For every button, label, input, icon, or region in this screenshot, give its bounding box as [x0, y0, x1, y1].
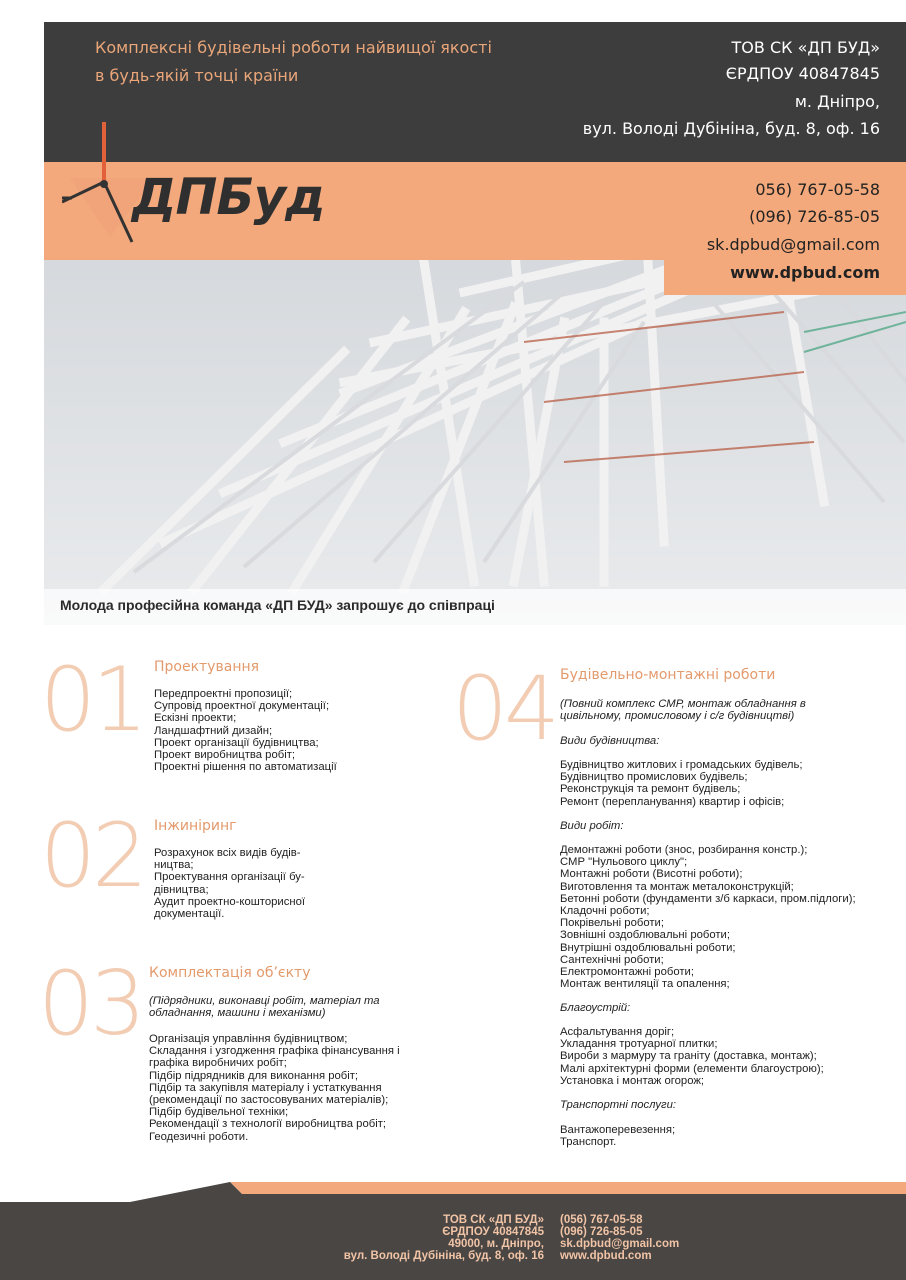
service-note-procurement [149, 995, 380, 1019]
service-title-procurement: Комплектація об’єкту [149, 965, 311, 981]
list-item: Транспорт. [560, 1136, 617, 1149]
list-item: Складання і узгодження графіка фінансування і [149, 1045, 400, 1058]
list-item: Реконструкція та ремонт будівель; [560, 783, 741, 796]
service-title-engineering: Інжиніринг [154, 818, 237, 834]
list-item: Аудит проектно-кошторисної [154, 895, 306, 908]
tagline-line-2: в будь-якій точці країни [95, 66, 299, 85]
list-item: Рекомендації з технології виробництва робіт; [149, 1118, 387, 1131]
list-item: Вантажоперевезення; [560, 1124, 676, 1136]
list-item: Вироби з мармуру та граніту (доставка, монтаж); [560, 1050, 817, 1063]
list-item: (рекомендації по застосовуваних матеріалів); [149, 1094, 389, 1107]
group-heading-landscaping: Благоустрій: [560, 1002, 631, 1014]
list-item: Підбір підрядників для виконання робіт; [149, 1069, 359, 1082]
list-item: Організація управління будівництвом; [149, 1033, 348, 1045]
list-item: Асфальтування доріг; [560, 1026, 675, 1038]
group-heading-work-types: Види робіт: [560, 820, 624, 832]
list-item: Внутрішні оздоблювальні роботи; [560, 941, 736, 954]
tagline-line-1: Комплексні будівельні роботи найвищої якості [95, 38, 492, 57]
footer-phone-1[interactable]: (056) 767-05-58 [560, 1214, 643, 1226]
group-heading-building-types: Види будівництва: [560, 735, 660, 747]
list-item: Покрівельні роботи; [560, 917, 664, 930]
list-item: Зовнішні оздоблювальні роботи; [560, 929, 731, 942]
list-item: СМР "Нульового циклу"; [560, 856, 688, 869]
list-item: Геодезичні роботи. [149, 1130, 249, 1143]
company-logo [62, 122, 325, 257]
group-list-transport [560, 1124, 675, 1148]
list-item: Установка і монтаж огорож; [560, 1074, 705, 1087]
list-item: дівництва; [154, 883, 209, 896]
list-item: документації. [154, 908, 225, 921]
note-line: обладнання, машини і механізми) [149, 1007, 326, 1020]
slogan-bar [44, 589, 906, 625]
website-link[interactable]: www.dpbud.com [730, 263, 880, 282]
company-name: ТОВ СК «ДП БУД» [731, 38, 880, 57]
note-line: (Підрядники, виконавці робіт, матеріал та [149, 995, 380, 1007]
list-item: Бетонні роботи (фундаменти з/б каркаси, пром.підлоги); [560, 892, 856, 905]
service-number-04: 04 [452, 657, 556, 760]
group-heading-transport: Транспортні послуги: [560, 1099, 677, 1111]
header-banner [44, 22, 906, 625]
phone-1[interactable]: 056) 767-05-58 [755, 180, 880, 199]
list-item: Підбір та закупівля матеріалу і устаткування [149, 1081, 382, 1094]
list-item: Ремонт (перепланування) квартир і офісів; [560, 795, 785, 808]
service-list-engineering [154, 847, 305, 920]
service-title-construction: Будівельно-монтажні роботи [560, 667, 776, 683]
list-item: Проектування організації бу- [154, 871, 305, 884]
company-code: ЄРДПОУ 40847845 [725, 64, 880, 83]
list-item: Виготовлення та монтаж металоконструкцій; [560, 880, 794, 893]
footer-company-city: 49000, м. Дніпро, [448, 1238, 544, 1250]
list-item: Підбір будівельної техніки; [149, 1106, 289, 1119]
company-city: м. Дніпро, [794, 92, 880, 111]
list-item: Ландшафтний дизайн; [154, 724, 273, 737]
footer-website[interactable]: www.dpbud.com [560, 1250, 652, 1262]
note-line: цивільному, промисловому і с/г будівництві) [560, 710, 795, 723]
list-item: Супровід проектної документації; [154, 700, 330, 713]
service-number-03: 03 [38, 952, 142, 1055]
slogan-text: Молода професійна команда «ДП БУД» запрошує до співпраці [60, 597, 495, 613]
list-item: Монтажні роботи (Висотні роботи); [560, 868, 743, 881]
list-item: Будівництво промислових будівель; [560, 771, 748, 784]
list-item: Будівництво житлових і громадських будівель; [560, 759, 803, 771]
list-item: ництва; [154, 859, 194, 872]
group-list-building-types [560, 759, 802, 808]
list-item: Укладання тротуарної плитки; [560, 1038, 718, 1051]
footer-company-code: ЄРДПОУ 40847845 [442, 1226, 544, 1238]
group-list-work-types [560, 844, 856, 990]
list-item: Проектні рішення по автоматизації [154, 761, 337, 774]
logo-text: ДПБуд [132, 168, 325, 226]
list-item: Проект виробництва робіт; [154, 749, 296, 762]
list-item: Ескізні проекти; [154, 712, 237, 725]
footer-company-name: ТОВ СК «ДП БУД» [443, 1214, 544, 1226]
service-title-design: Проектування [154, 659, 260, 675]
service-list-design [154, 688, 337, 773]
service-note-construction [560, 698, 806, 722]
steel-frame-photo [44, 22, 906, 625]
list-item: Малі архітектурні форми (елементи благоустрою); [560, 1062, 824, 1075]
footer-company-address: вул. Володі Дубініна, буд. 8, оф. 16 [343, 1250, 544, 1262]
list-item: Електромонтажні роботи; [560, 966, 694, 979]
list-item: Монтаж вентиляції та опалення; [560, 978, 730, 991]
company-address: вул. Володі Дубініна, буд. 8, оф. 16 [582, 119, 880, 138]
footer [0, 1180, 906, 1280]
list-item: Розрахунок всіх видів будів- [154, 847, 301, 859]
list-item: Демонтажні роботи (знос, розбирання констр.); [560, 844, 808, 856]
service-list-procurement [149, 1033, 400, 1143]
group-list-landscaping [560, 1026, 824, 1087]
service-number-02: 02 [40, 804, 144, 907]
list-item: графіка виробничих робіт; [149, 1057, 287, 1070]
email-link[interactable]: sk.dpbud@gmail.com [706, 235, 880, 254]
list-item: Сантехнічні роботи; [560, 953, 664, 966]
list-item: Кладочні роботи; [560, 905, 650, 918]
phone-2[interactable]: (096) 726-85-05 [749, 207, 880, 226]
footer-email[interactable]: sk.dpbud@gmail.com [560, 1238, 680, 1250]
list-item: Передпроектні пропозиції; [154, 688, 293, 700]
list-item: Проект організації будівництва; [154, 736, 319, 749]
note-line: (Повний комплекс СМР, монтаж обладнання в [560, 698, 806, 710]
footer-phone-2[interactable]: (096) 726-85-05 [560, 1226, 643, 1238]
service-number-01: 01 [40, 648, 144, 751]
